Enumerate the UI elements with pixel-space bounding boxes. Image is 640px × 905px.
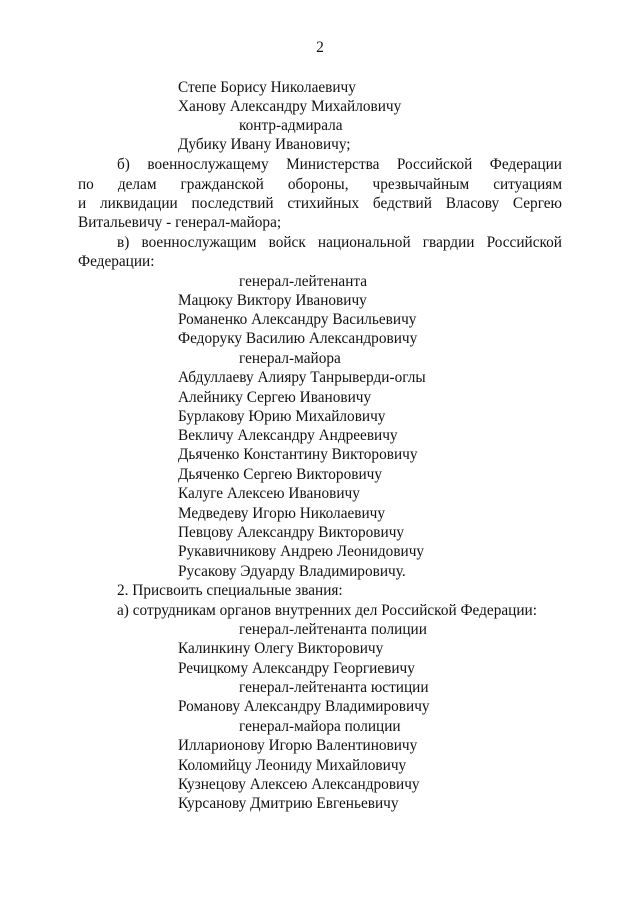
rank-heading: генерал-майора [239, 350, 341, 367]
paragraph-line: Витальевичу - генерал-майора; [78, 214, 282, 231]
name-line: Федоруку Василию Александровичу [178, 330, 418, 347]
page-number: 2 [316, 39, 324, 56]
name-line: Степе Борису Николаевичу [178, 79, 356, 96]
name-line: Векличу Александру Андреевичу [178, 427, 398, 444]
paragraph-line: Федерации: [78, 253, 155, 270]
rank-heading: генерал-лейтенанта [239, 273, 368, 290]
name-line: Абдуллаеву Алияру Танрыверди-оглы [178, 369, 426, 386]
paragraph-line: а) сотрудникам органов внутренних дел Российской Федерации: [117, 602, 537, 619]
name-line: Коломийцу Леониду Михайловичу [178, 757, 407, 774]
rank-heading: генерал-лейтенанта юстиции [239, 679, 429, 696]
name-line: Дьяченко Константину Викторовичу [178, 446, 418, 463]
name-line: Алейнику Сергею Ивановичу [178, 389, 372, 406]
name-line: Медведеву Игорю Николаевичу [178, 505, 386, 522]
paragraph-line: в) военнослужащим войск национальной гвардии Российской [117, 234, 562, 251]
name-line: Певцову Александру Викторовичу [178, 524, 405, 541]
name-line: Курсанову Дмитрию Евгеньевичу [178, 795, 399, 812]
name-line: Мацюку Виктору Ивановичу [178, 292, 367, 309]
name-line: Бурлакову Юрию Михайловичу [178, 408, 386, 425]
rank-heading: генерал-лейтенанта полиции [239, 621, 427, 638]
name-line: Калуге Алексею Ивановичу [178, 485, 360, 502]
name-line: Дьяченко Сергею Викторовичу [178, 466, 382, 483]
name-line: Речицкому Александру Георгиевичу [178, 660, 415, 677]
paragraph-line: б) военнослужащему Министерства Российской Федерации [117, 156, 562, 173]
name-line: Кузнецову Алексею Александровичу [178, 776, 420, 793]
name-line: Калинкину Олегу Викторовичу [178, 640, 384, 657]
rank-heading: контр-адмирала [239, 117, 343, 134]
name-line: Романенко Александру Васильевичу [178, 311, 417, 328]
paragraph-line: и ликвидации последствий стихийных бедствий Власову Сергею [78, 195, 562, 212]
name-line: Рукавичникову Андрею Леонидовичу [178, 543, 425, 560]
paragraph-line: по делам гражданской обороны, чрезвычайным ситуациям [78, 176, 562, 193]
name-line: Русакову Эдуарду Владимировичу. [178, 563, 406, 580]
section-heading: 2. Присвоить специальные звания: [117, 582, 343, 599]
rank-heading: генерал-майора полиции [239, 718, 401, 735]
name-line: Дубику Ивану Ивановичу; [178, 136, 351, 153]
name-line: Ханову Александру Михайловичу [178, 98, 402, 115]
name-line: Илларионову Игорю Валентиновичу [178, 737, 418, 754]
name-line: Романову Александру Владимировичу [178, 698, 430, 715]
